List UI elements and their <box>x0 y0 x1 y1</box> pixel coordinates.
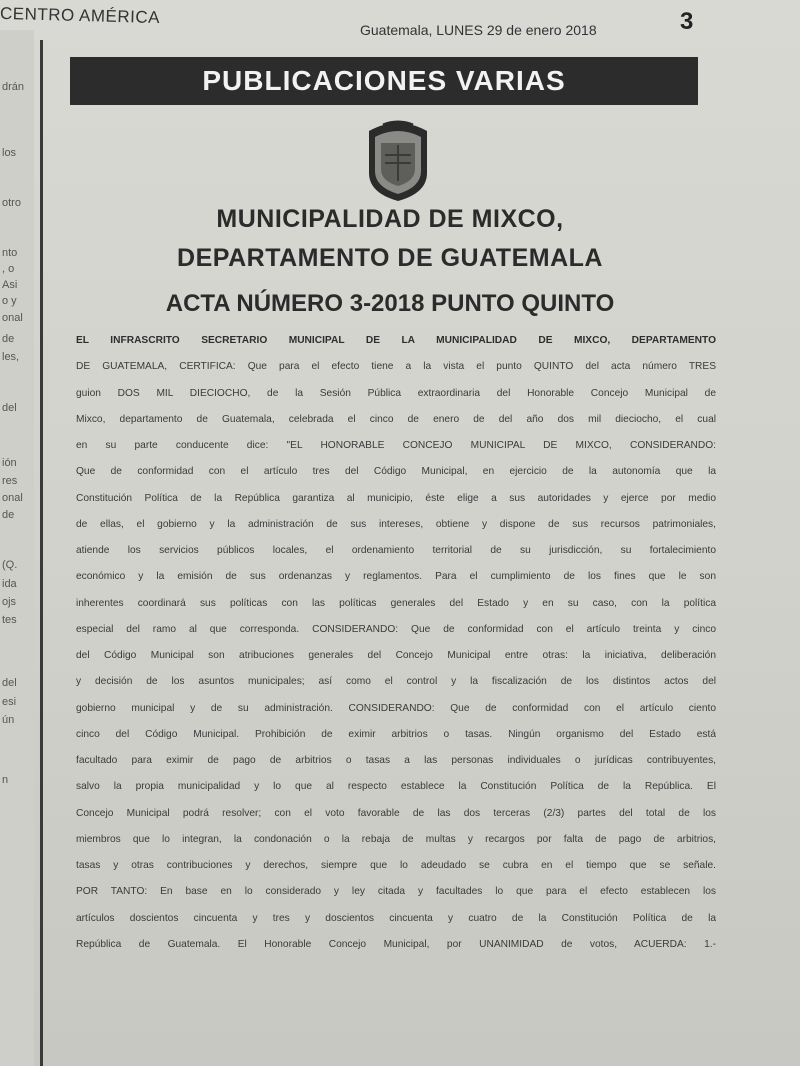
body-line: DE GUATEMALA, CERTIFICA: Que para el efecto tiene a la vista el punto QUINTO del acta número TRES <box>76 361 716 373</box>
body-line: del Código Municipal son atribuciones generales del Concejo Municipal entre otras: la iniciativa, deliberación <box>76 650 716 661</box>
body-line: Concejo Municipal podrá resolver; con el voto favorable de las dos terceras (2/3) partes del total de los <box>76 807 716 819</box>
municipal-seal-icon <box>361 117 435 203</box>
fragment-text: onal <box>2 492 23 504</box>
fragment-text: tes <box>2 614 17 626</box>
section-banner: PUBLICACIONES VARIAS <box>70 57 698 105</box>
body-line: artículos doscientos cincuenta y tres y doscientos cincuenta y cuatro de la Constitución Política de la <box>76 912 716 924</box>
body-line: Constitución Política de la República garantiza al municipio, éste elige a sus autoridades y ejerce por medio <box>76 492 716 504</box>
fragment-text: de <box>2 509 15 521</box>
body-line: Que de conformidad con el artículo tres del Código Municipal, en ejercicio de la autonomía que la <box>76 466 716 478</box>
subheading: ACTA NÚMERO 3-2018 PUNTO QUINTO <box>165 290 615 317</box>
body-line: atiende los servicios públicos locales, el ordenamiento territorial de su jurisdicción, su fortalecimiento <box>76 545 716 556</box>
fragment-text: o y <box>2 295 17 307</box>
fragment-text: de <box>2 333 15 345</box>
body-line: Mixco, departamento de Guatemala, celebrada el cinco de enero de del año dos mil dieciocho, el cual <box>76 413 716 425</box>
fragment-text: esi <box>2 696 17 708</box>
adjacent-column <box>0 30 34 1066</box>
body-line: en su parte conducente dice: "EL HONORABLE CONCEJO MUNICIPAL DE MIXCO, CONSIDERANDO: <box>76 440 716 451</box>
fragment-text: drán <box>2 81 25 93</box>
fragment-text: n <box>2 774 9 786</box>
page-number: 3 <box>680 8 694 35</box>
fragment-text: , o <box>2 263 15 275</box>
fragment-text: les, <box>2 351 20 363</box>
fragment-text: res <box>2 475 18 487</box>
body-line: miembros que lo integran, la condonación o la rebaja de multas y recargos por falta de pago de arbitrios, <box>76 833 716 845</box>
body-line: económico y la emisión de sus ordenanzas y reglamentos. Para el cumplimiento de los fines que le son <box>76 571 716 583</box>
body-line: EL INFRASCRITO SECRETARIO MUNICIPAL DE LA MUNICIPALIDAD DE MIXCO, DEPARTAMENTO <box>76 335 716 346</box>
fragment-text: otro <box>2 197 21 209</box>
fragment-text: los <box>2 147 17 159</box>
body-line: inherentes coordinará sus políticas con las políticas generales del Estado y en su caso, con la política <box>76 597 716 609</box>
body-line: POR TANTO: En base en lo considerado y ley citada y facultades lo que para el efecto establecen los <box>76 886 716 898</box>
fragment-text: (Q. <box>2 559 18 571</box>
body-line: de ellas, el gobierno y la administración de sus intereses, obtiene y dispone de sus recursos patrimoniales, <box>76 518 716 530</box>
fragment-text: ún <box>2 714 15 726</box>
paper-name: CENTRO AMÉRICA <box>0 3 161 28</box>
body-line: especial del ramo al que corresponda. CONSIDERANDO: Que de conformidad con el artículo treinta y cinco <box>76 623 716 635</box>
fragment-text: ojs <box>2 596 17 608</box>
body-line: salvo la propia municipalidad y lo que al respecto establece la Constitución Política de la República. El <box>76 781 716 793</box>
fragment-text: del <box>2 402 17 414</box>
body-line: República de Guatemala. El Honorable Concejo Municipal, por UNANIMIDAD de votos, ACUERDA: 1.- <box>76 938 716 950</box>
body-line: y decisión de los asuntos municipales; así como el control y la fiscalización de los distintos actos del <box>76 676 716 688</box>
fragment-text: onal <box>2 312 23 324</box>
body-line: facultado para eximir de pago de arbitrios o tasas a las personas individuales o jurídicas contribuyentes, <box>76 755 716 766</box>
fragment-text: nto <box>2 247 18 259</box>
fragment-text: ión <box>2 457 17 469</box>
column-rule <box>40 40 43 1066</box>
fragment-text: ida <box>2 578 17 590</box>
fragment-text: Asi <box>2 279 18 291</box>
body-line: gobierno municipal y de su administración. CONSIDERANDO: Que de conformidad con el artículo ciento <box>76 702 716 714</box>
body-line: guion DOS MIL DIECIOCHO, de la Sesión Pública extraordinaria del Honorable Concejo Municipal de <box>76 387 716 399</box>
dateline: Guatemala, LUNES 29 de enero 2018 <box>360 22 597 38</box>
heading-line-1: MUNICIPALIDAD DE MIXCO, <box>216 205 564 233</box>
heading-line-2: DEPARTAMENTO DE GUATEMALA <box>177 244 603 272</box>
body-line: tasas y otras contribuciones y derechos, siempre que lo adeudado se cubra en el tiempo que se señale. <box>76 860 716 871</box>
document-body <box>76 328 716 958</box>
body-line: cinco del Código Municipal. Prohibición de eximir arbitrios o tasas. Ningún organismo del Estado está <box>76 728 716 740</box>
fragment-text: del <box>2 677 17 689</box>
